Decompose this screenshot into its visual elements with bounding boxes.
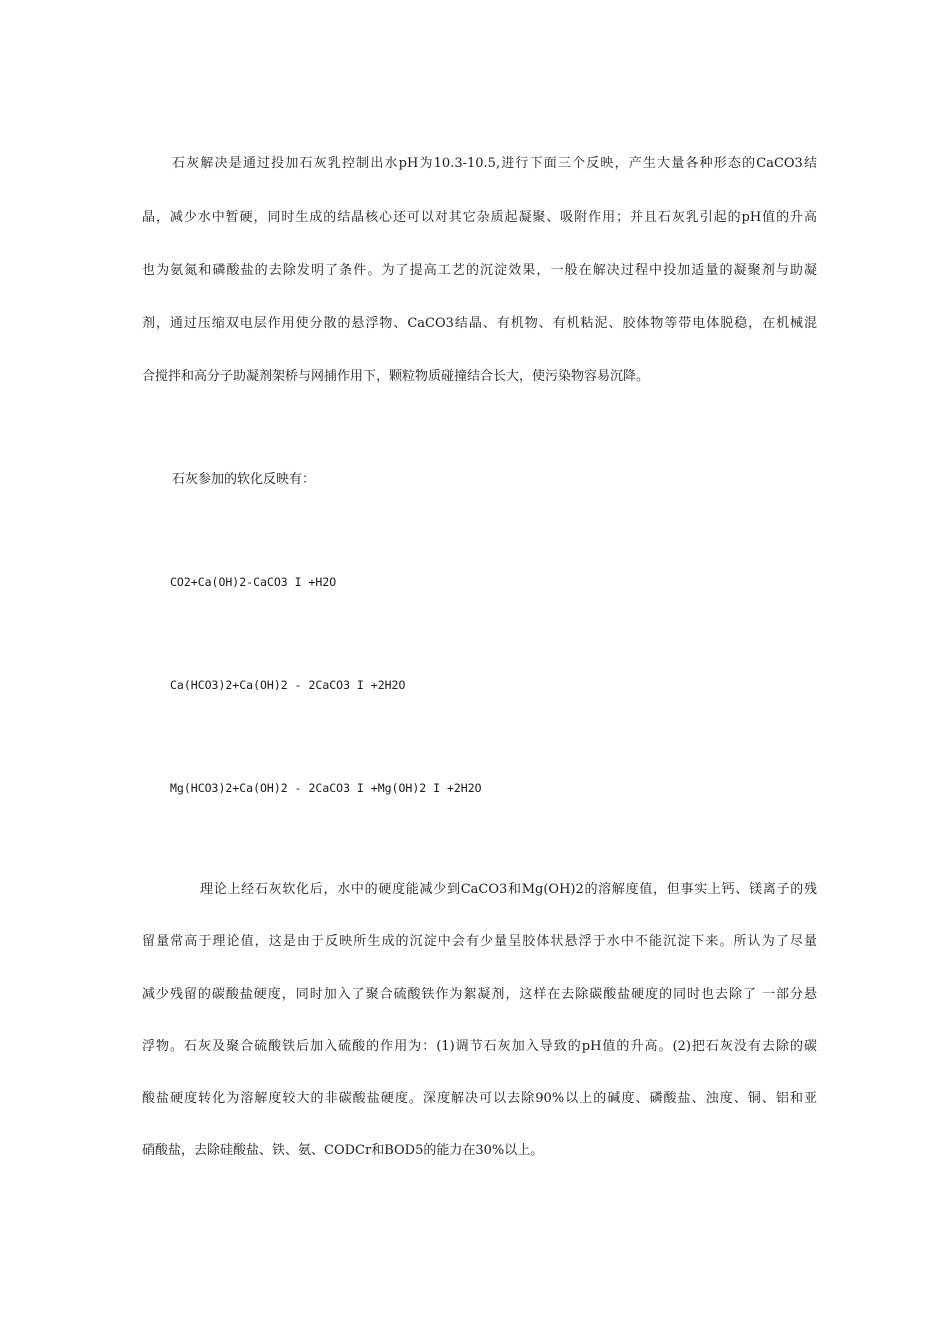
paragraph-line: 也为氨氮和磷酸盐的去除发明了条件。为了提高工艺的沉淀效果，一般在解决过程中投加适量的凝聚剂与助凝	[142, 263, 817, 278]
paragraph-line: 硝酸盐，去除硅酸盐、铁、氨、CODCr和BOD5的能力在30%以上。	[142, 1143, 544, 1158]
paragraph-line: 合搅拌和高分子助凝剂架桥与网捕作用下，颗粒物质碰撞结合长大，使污染物容易沉降。	[142, 369, 650, 384]
paragraph-line: 晶，减少水中暂硬，同时生成的结晶核心还可以对其它杂质起凝聚、吸附作用；并且石灰乳引起的pH值的升高	[142, 210, 817, 225]
paragraph-line: 石灰解决是通过投加石灰乳控制出水pH为10.3-10.5,进行下面三个反映，产生大量各种形态的CaCO3结	[172, 156, 817, 171]
paragraph-line: 剂，通过压缩双电层作用使分散的悬浮物、CaCO3结晶、有机物、有机粘泥、胶体物等带电体脱稳，在机械混	[142, 316, 817, 331]
reactions-intro: 石灰参加的软化反映有：	[172, 472, 316, 487]
paragraph-line: 留量常高于理论值，这是由于反映所生成的沉淀中会有少量呈胶体状悬浮于水中不能沉淀下来。所认为了尽量	[142, 934, 817, 949]
paragraph-line: 减少残留的碳酸盐硬度，同时加入了聚合硫酸铁作为絮凝剂，这样在去除碳酸盐硬度的同时也去除了 一部分悬	[142, 987, 817, 1002]
paragraph-line: 理论上经石灰软化后，水中的硬度能减少到CaCO3和Mg(OH)2的溶解度值，但事实上钙、镁离子的残	[200, 882, 817, 897]
reaction-formula: Ca(HCO3)2+Ca(OH)2 - 2CaCO3 I +2H2O	[170, 678, 406, 692]
reaction-formula: CO2+Ca(OH)2-CaCO3 I +H2O	[170, 575, 337, 589]
reaction-formula: Mg(HCO3)2+Ca(OH)2 - 2CaCO3 I +Mg(OH)2 I +2H2O	[170, 781, 482, 795]
paragraph-line: 浮物。石灰及聚合硫酸铁后加入硫酸的作用为：(1)调节石灰加入导致的pH值的升高。(2)把石灰没有去除的碳	[142, 1039, 817, 1054]
paragraph-line: 酸盐硬度转化为溶解度较大的非碳酸盐硬度。深度解决可以去除90%以上的碱度、磷酸盐、浊度、铜、铝和亚	[142, 1091, 817, 1106]
